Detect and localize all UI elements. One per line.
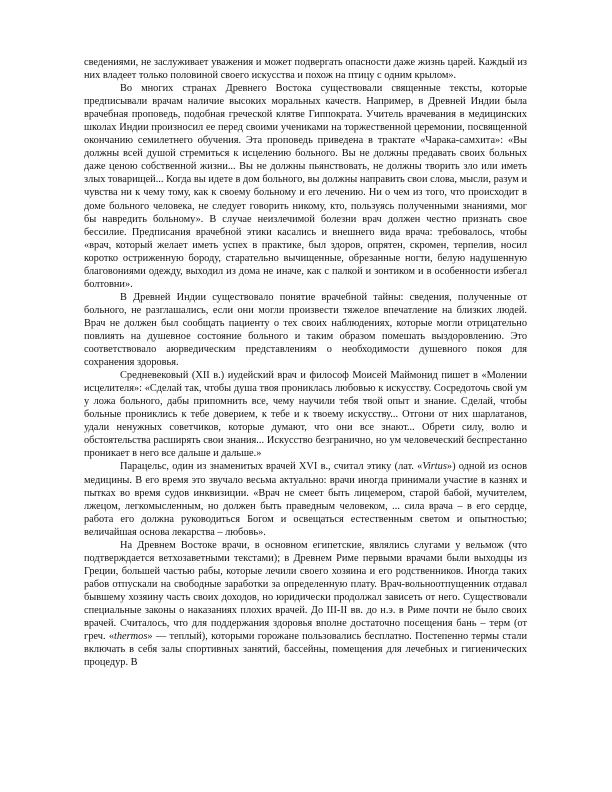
text-run: ») одной из основ медицины. В его время это звучало весьма актуально: врачи иногда принимали участие в казнях и пытках во время судов инквизиции. «Врач не смеет быть лицемером, старой бабой, мучителем, лжецом, легкомысленным, но должен быть праведным человеком, ... сила врача – в его сердце, работа его должна руководиться Богом и освещаться естественным светом и опытностью; величайшая основа лекарства – любовь». — [84, 461, 527, 538]
paragraph — [84, 539, 527, 669]
document-page — [84, 56, 527, 669]
text-run: Средневековый (XII в.) иудейский врач и философ Моисей Маймонид пишет в «Молении исцелителя»: «Сделай так, чтобы душа твоя прониклась любовью к искусству. Сосредоточь свой ум у ложа больного, дабы припомнить все, чему научили тебя твой опыт и знание. Сделай, чтобы больные прониклись к тебе доверием, к тебе и к твоему искусству... Отгони от них шарлатанов, удали ненужных советчиков, которые думают, что они все знают... Обрети силу, волю и обстоятельства расширять свои знания... Искусство безгранично, но ум человеческий беспрестанно проникает в него все дальше и дальше.» — [84, 370, 527, 460]
paragraph — [84, 82, 527, 291]
paragraph — [84, 291, 527, 369]
italic-term: Virtus — [422, 461, 447, 473]
text-run: Во многих странах Древнего Востока существовали священные тексты, которые предписывали врачам наличие высоких моральных качеств. Например, в Древней Индии была врачебная проповедь, подобная греческой клятве Гиппократа. Учитель врачевания в медицинских школах Индии произносил ее перед своими учениками на торжественной церемонии, посвященной окончанию семилетнего обучения. Эта проповедь приведена в трактате «Чарака-самхита»: «Вы должны всей душой стремиться к исцелению больного. Вы не должны предавать своих больных даже ценою собственной жизни... Вы не должны пьянствовать, не должны творить зло или иметь злых товарищей... Когда вы идете в дом больного, вы должны направить свои слова, мысли, разум и чувства ни к чему тому, как к своему больному и его лечению. Ни о чем из того, что происходит в доме больного человека, не следует говорить никому, кто, пользуясь полученными знаниями, мог бы навредить больному». В случае неизлечимой болезни врач должен честно признать свое бессилие. Предписания врачебной этики касались и внешнего вида врача: требовалось, чтобы «врач, который желает иметь успех в практике, был здоров, опрятен, скромен, терпелив, носил коротко остриженную бороду, старательно вычищенные, обрезанные ногти, белую надушенную благовониями одежду, выходил из дома не иначе, как с палкой и зонтиком и в особенности избегал болтовни». — [84, 83, 527, 290]
paragraph — [84, 460, 527, 538]
text-run: сведениями, не заслуживает уважения и может подвергать опасности даже жизнь царей. Каждый из них владеет только половиной своего искусства и похож на птицу с одним крылом». — [84, 57, 527, 82]
paragraph — [84, 369, 527, 460]
paragraph — [84, 56, 527, 82]
italic-term: thermos — [114, 631, 148, 643]
text-run: В Древней Индии существовало понятие врачебной тайны: сведения, полученные от больного, не разглашались, если они могли произвести тяжелое впечатление на близких людей. Врач не должен был сообщать пациенту о тех своих наблюдениях, которые могли отрицательно повлиять на душевное состояние больного и таким образом помешать выздоровлению. Это соответствовало аюрведическим представлениям о необходимости душевного покоя для сохранения здоровья. — [84, 291, 527, 369]
text-run: Парацельс, один из знаменитых врачей XVI в., считал этику (лат. « — [120, 461, 423, 473]
text-run: На Древнем Востоке врачи, в основном египетские, являлись слугами у вельмож (что подтверждается ветхозаветными текстами); в Древнем Риме первыми врачами были выходцы из Греции, большей частью рабы, которые лечили своего хозяина и его родственников. Иногда таких рабов отпускали на свободные заработки за определенную плату. Врач-вольноотпущенник отдавал бывшему хозяину часть своих доходов, но юридически продолжал зависеть от него. Существовали специальные законы о наказаниях плохих врачей. До III-II вв. до н.э. в Риме почти не было своих врачей. Считалось, что для поддержания здоровья вполне достаточно посещения бань – терм (от греч. « — [84, 539, 527, 643]
text-run: » — теплый), которыми горожане пользовались бесплатно. Постепенно термы стали включать в себя залы спортивных занятий, бассейны, помещения для лечебных и гигиенических процедур. В — [84, 631, 527, 669]
